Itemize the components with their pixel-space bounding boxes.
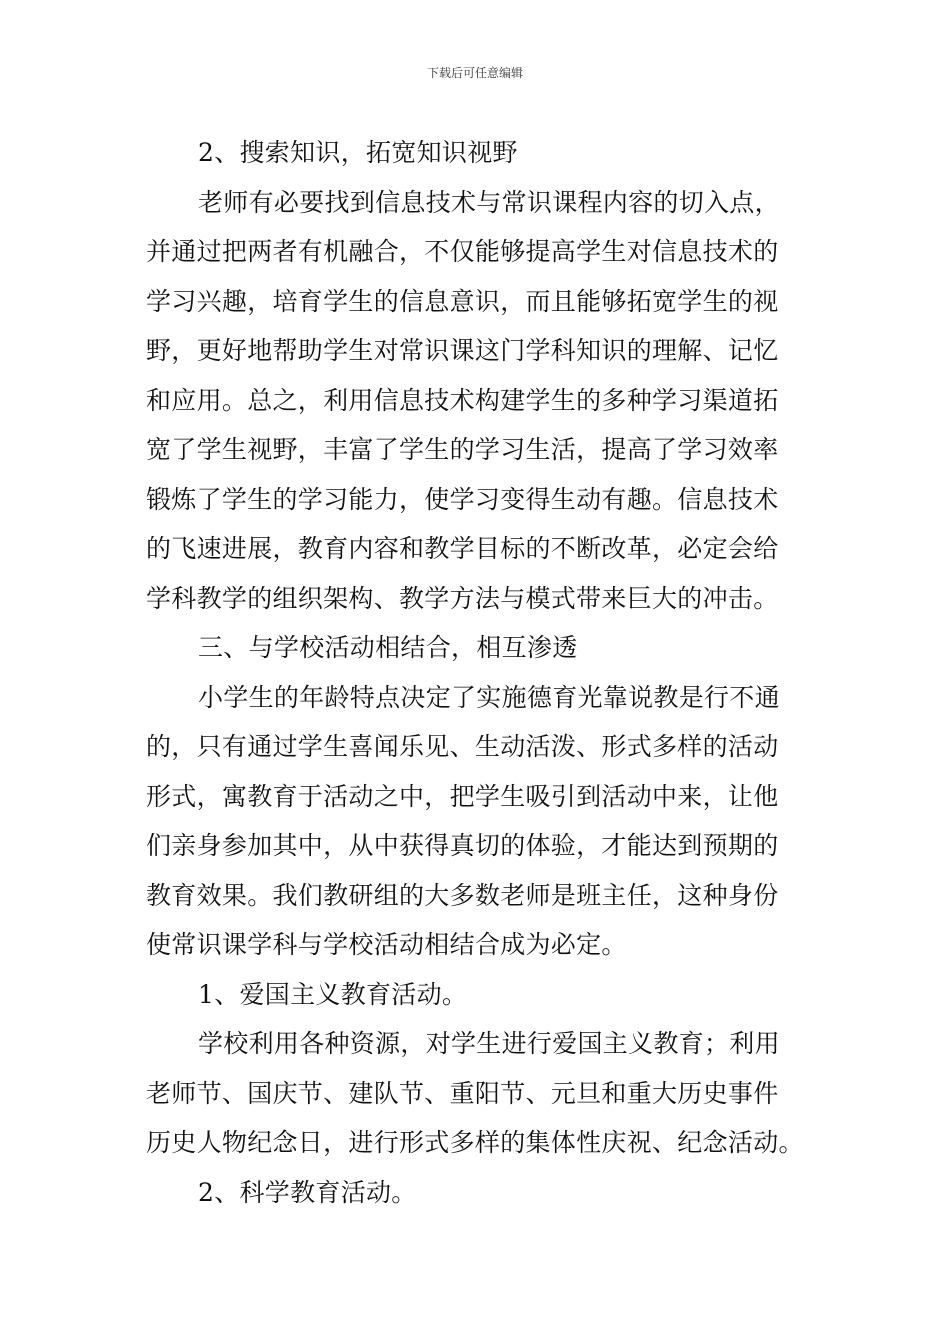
paragraph-line: 历史人物纪念日，进行形式多样的集体性庆祝、纪念活动。 xyxy=(146,1128,804,1157)
paragraph-line: 学习兴趣，培育学生的信息意识，而且能够拓宽学生的视 xyxy=(146,286,779,316)
section-heading xyxy=(146,1168,816,1218)
paragraph-line: 并通过把两者有机融合，不仅能够提高学生对信息技术的 xyxy=(146,237,779,266)
paragraph-line: 2、科学教育活动。 xyxy=(198,1177,417,1207)
paragraph-line: 三、与学校活动相结合，相互渗透 xyxy=(198,633,578,662)
page-header: 下载后可任意编辑 xyxy=(426,66,523,80)
section-heading xyxy=(146,623,816,673)
section-heading xyxy=(146,970,816,1020)
document-body xyxy=(146,128,816,1217)
paragraph-line: 小学生的年龄特点决定了实施德育光靠说教是行不通 xyxy=(198,682,780,712)
paragraph-line: 的飞速进展，教育内容和教学目标的不断改革，必定会给 xyxy=(146,534,779,563)
paragraph-line: 和应用。总之，利用信息技术构建学生的多种学习渠道拓 xyxy=(146,385,779,415)
section-heading xyxy=(146,128,816,178)
body-paragraph xyxy=(146,178,816,624)
paragraph-line: 1、爱国主义教育活动。 xyxy=(198,979,468,1009)
paragraph-line: 宽了学生视野，丰富了学生的学习生活，提高了学习效率 xyxy=(146,435,779,464)
paragraph-line: 老师有必要找到信息技术与常识课程内容的切入点， xyxy=(198,187,780,217)
paragraph-line: 形式，寓教育于活动之中，把学生吸引到活动中来，让他 xyxy=(146,781,779,811)
paragraph-line: 野，更好地帮助学生对常识课这门学科知识的理解、记忆 xyxy=(146,336,779,365)
paragraph-line: 老师节、国庆节、建队节、重阳节、元旦和重大历史事件 xyxy=(146,1078,779,1108)
paragraph-line: 教育效果。我们教研组的大多数老师是班主任，这种身份 xyxy=(146,880,779,910)
paragraph-line: 学校利用各种资源，对学生进行爱国主义教育；利用 xyxy=(198,1029,780,1058)
paragraph-line: 们亲身参加其中，从中获得真切的体验，才能达到预期的 xyxy=(146,831,779,860)
paragraph-line: 的，只有通过学生喜闻乐见、生动活泼、形式多样的活动 xyxy=(146,732,779,761)
paragraph-line: 学科教学的组织架构、教学方法与模式带来巨大的冲击。 xyxy=(146,583,779,613)
paragraph-line: 锻炼了学生的学习能力，使学习变得生动有趣。信息技术 xyxy=(146,484,779,514)
paragraph-line: 2、搜索知识，拓宽知识视野 xyxy=(198,138,518,167)
paragraph-line: 使常识课学科与学校活动相结合成为必定。 xyxy=(146,930,627,959)
body-paragraph xyxy=(146,1019,816,1168)
body-paragraph xyxy=(146,673,816,970)
